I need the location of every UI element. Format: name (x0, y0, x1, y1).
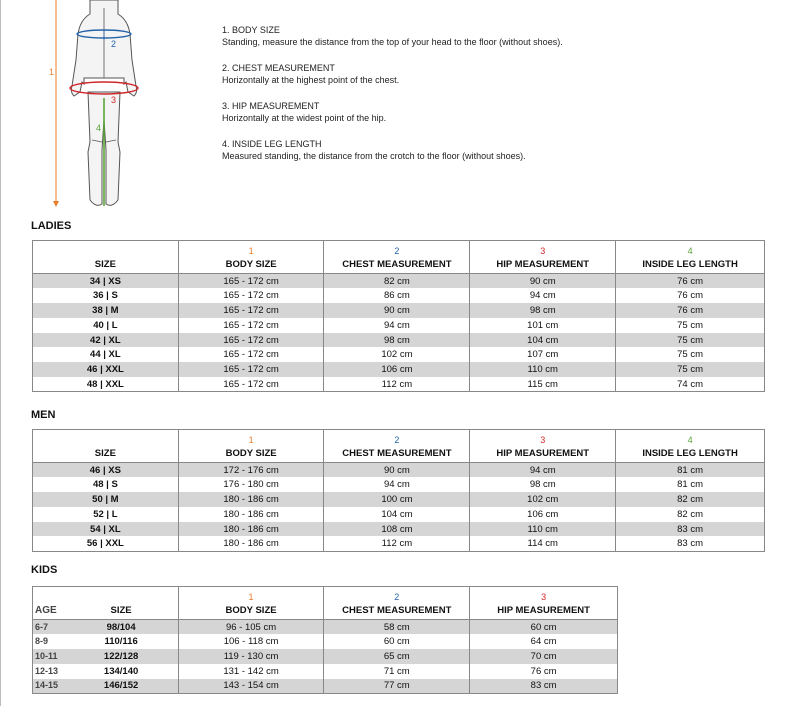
cell-hip: 83 cm (470, 679, 618, 694)
cell-body: 119 - 130 cm (178, 649, 324, 664)
cell-age: 6-7 (33, 620, 65, 635)
cell-age: 14-15 (33, 679, 65, 694)
cell-body: 176 - 180 cm (178, 477, 324, 492)
cell-leg: 75 cm (616, 318, 765, 333)
table-row (33, 362, 765, 377)
instruction-text: Measured standing, the distance from the crotch to the floor (without shoes). (222, 151, 526, 161)
ladies-title: LADIES (31, 220, 72, 232)
cell-chest: 102 cm (324, 347, 470, 362)
ladies-size-table (32, 240, 765, 392)
cell-body: 165 - 172 cm (178, 347, 324, 362)
instruction-title: 4. INSIDE LEG LENGTH (222, 139, 322, 149)
table-row (33, 477, 765, 492)
table-row (33, 377, 765, 392)
men-size-table (32, 429, 765, 552)
cell-age: 10-11 (33, 649, 65, 664)
table-row (33, 664, 618, 679)
size-header: SIZE (64, 587, 178, 620)
chest-header: 2 CHEST MEASUREMENT (324, 241, 470, 274)
cell-hip: 110 cm (470, 522, 616, 537)
cell-size: 122/128 (64, 649, 178, 664)
cell-size: 40 | L (33, 318, 179, 333)
cell-body: 143 - 154 cm (178, 679, 324, 694)
measurement-instructions (222, 24, 742, 176)
cell-chest: 77 cm (324, 679, 470, 694)
cell-hip: 107 cm (470, 347, 616, 362)
cell-body: 165 - 172 cm (178, 288, 324, 303)
cell-body: 165 - 172 cm (178, 274, 324, 289)
cell-chest: 90 cm (324, 463, 470, 478)
cell-hip: 64 cm (470, 634, 618, 649)
table-row (33, 679, 618, 694)
cell-chest: 65 cm (324, 649, 470, 664)
cell-chest: 108 cm (324, 522, 470, 537)
cell-hip: 60 cm (470, 620, 618, 635)
table-row (33, 333, 765, 348)
cell-hip: 70 cm (470, 649, 618, 664)
cell-hip: 94 cm (470, 288, 616, 303)
instruction-inside-leg (222, 138, 742, 162)
instruction-title: 1. BODY SIZE (222, 25, 280, 35)
table-row (33, 318, 765, 333)
cell-chest: 98 cm (324, 333, 470, 348)
cell-hip: 106 cm (470, 507, 616, 522)
cell-leg: 74 cm (616, 377, 765, 392)
table-row (33, 274, 765, 289)
cell-body: 180 - 186 cm (178, 492, 324, 507)
marker-2: 2 (111, 39, 117, 49)
cell-body: 131 - 142 cm (178, 664, 324, 679)
cell-hip: 110 cm (470, 362, 616, 377)
cell-size: 44 | XL (33, 347, 179, 362)
table-row (33, 507, 765, 522)
cell-body: 165 - 172 cm (178, 303, 324, 318)
cell-size: 46 | XXL (33, 362, 179, 377)
cell-body: 165 - 172 cm (178, 377, 324, 392)
inside-leg-header: 4 INSIDE LEG LENGTH (616, 241, 765, 274)
cell-chest: 86 cm (324, 288, 470, 303)
kids-title: KIDS (31, 564, 58, 576)
cell-size: 146/152 (64, 679, 178, 694)
cell-chest: 112 cm (324, 377, 470, 392)
cell-size: 52 | L (33, 507, 179, 522)
measurement-figure (40, 0, 150, 212)
hip-header: 3 HIP MEASUREMENT (470, 241, 616, 274)
table-row (33, 634, 618, 649)
cell-size: 56 | XXL (33, 536, 179, 551)
table-row (33, 303, 765, 318)
cell-chest: 90 cm (324, 303, 470, 318)
cell-hip: 90 cm (470, 274, 616, 289)
cell-hip: 101 cm (470, 318, 616, 333)
cell-hip: 115 cm (470, 377, 616, 392)
marker-1: 1 (49, 67, 55, 77)
instruction-text: Horizontally at the widest point of the hip. (222, 113, 387, 123)
table-row (33, 536, 765, 551)
cell-age: 12-13 (33, 664, 65, 679)
cell-body: 165 - 172 cm (178, 318, 324, 333)
cell-leg: 76 cm (616, 288, 765, 303)
table-row (33, 649, 618, 664)
hip-header: 3 HIP MEASUREMENT (470, 587, 618, 620)
cell-chest: 60 cm (324, 634, 470, 649)
body-size-arrowhead (53, 201, 59, 207)
cell-chest: 100 cm (324, 492, 470, 507)
cell-size: 48 | S (33, 477, 179, 492)
table-row (33, 463, 765, 478)
instruction-body-size (222, 24, 742, 48)
cell-leg: 81 cm (616, 463, 765, 478)
figure-illustration (40, 0, 150, 212)
cell-leg: 75 cm (616, 362, 765, 377)
inside-leg-header: 4 INSIDE LEG LENGTH (616, 430, 765, 463)
cell-age: 8-9 (33, 634, 65, 649)
table-row (33, 620, 618, 635)
table-row (33, 288, 765, 303)
body-size-header: 1 BODY SIZE (178, 587, 324, 620)
cell-leg: 83 cm (616, 536, 765, 551)
cell-size: 110/116 (64, 634, 178, 649)
cell-chest: 106 cm (324, 362, 470, 377)
cell-body: 180 - 186 cm (178, 522, 324, 537)
cell-chest: 94 cm (324, 318, 470, 333)
cell-leg: 75 cm (616, 347, 765, 362)
age-header: AGE (33, 587, 65, 620)
cell-chest: 104 cm (324, 507, 470, 522)
cell-body: 165 - 172 cm (178, 333, 324, 348)
body-size-header: 1 BODY SIZE (178, 241, 324, 274)
cell-leg: 82 cm (616, 492, 765, 507)
cell-leg: 76 cm (616, 274, 765, 289)
cell-size: 36 | S (33, 288, 179, 303)
cell-hip: 114 cm (470, 536, 616, 551)
cell-leg: 75 cm (616, 333, 765, 348)
cell-hip: 104 cm (470, 333, 616, 348)
chest-header: 2 CHEST MEASUREMENT (324, 587, 470, 620)
cell-size: 50 | M (33, 492, 179, 507)
cell-body: 180 - 186 cm (178, 507, 324, 522)
size-header: SIZE (33, 241, 179, 274)
hip-header: 3 HIP MEASUREMENT (470, 430, 616, 463)
cell-body: 172 - 176 cm (178, 463, 324, 478)
cell-chest: 112 cm (324, 536, 470, 551)
page-edge-rule (0, 0, 1, 706)
cell-leg: 81 cm (616, 477, 765, 492)
cell-chest: 71 cm (324, 664, 470, 679)
chest-header: 2 CHEST MEASUREMENT (324, 430, 470, 463)
cell-size: 38 | M (33, 303, 179, 318)
cell-size: 98/104 (64, 620, 178, 635)
cell-size: 46 | XS (33, 463, 179, 478)
cell-body: 106 - 118 cm (178, 634, 324, 649)
cell-chest: 82 cm (324, 274, 470, 289)
kids-size-table (32, 586, 618, 694)
cell-size: 48 | XXL (33, 377, 179, 392)
cell-hip: 76 cm (470, 664, 618, 679)
cell-size: 34 | XS (33, 274, 179, 289)
cell-hip: 94 cm (470, 463, 616, 478)
instruction-text: Standing, measure the distance from the top of your head to the floor (without shoes). (222, 37, 563, 47)
cell-body: 96 - 105 cm (178, 620, 324, 635)
instruction-chest (222, 62, 742, 86)
cell-leg: 83 cm (616, 522, 765, 537)
cell-chest: 58 cm (324, 620, 470, 635)
instruction-text: Horizontally at the highest point of the chest. (222, 75, 400, 85)
instruction-title: 3. HIP MEASUREMENT (222, 101, 320, 111)
marker-3: 3 (111, 95, 117, 105)
cell-size: 54 | XL (33, 522, 179, 537)
cell-size: 42 | XL (33, 333, 179, 348)
marker-4: 4 (96, 123, 102, 133)
table-row (33, 347, 765, 362)
cell-leg: 76 cm (616, 303, 765, 318)
cell-leg: 82 cm (616, 507, 765, 522)
men-title: MEN (31, 409, 56, 421)
cell-body: 180 - 186 cm (178, 536, 324, 551)
cell-body: 165 - 172 cm (178, 362, 324, 377)
cell-hip: 98 cm (470, 303, 616, 318)
instruction-title: 2. CHEST MEASUREMENT (222, 63, 335, 73)
table-row (33, 522, 765, 537)
cell-hip: 98 cm (470, 477, 616, 492)
size-header: SIZE (33, 430, 179, 463)
body-size-header: 1 BODY SIZE (178, 430, 324, 463)
cell-size: 134/140 (64, 664, 178, 679)
cell-hip: 102 cm (470, 492, 616, 507)
instruction-hip (222, 100, 742, 124)
cell-chest: 94 cm (324, 477, 470, 492)
table-row (33, 492, 765, 507)
